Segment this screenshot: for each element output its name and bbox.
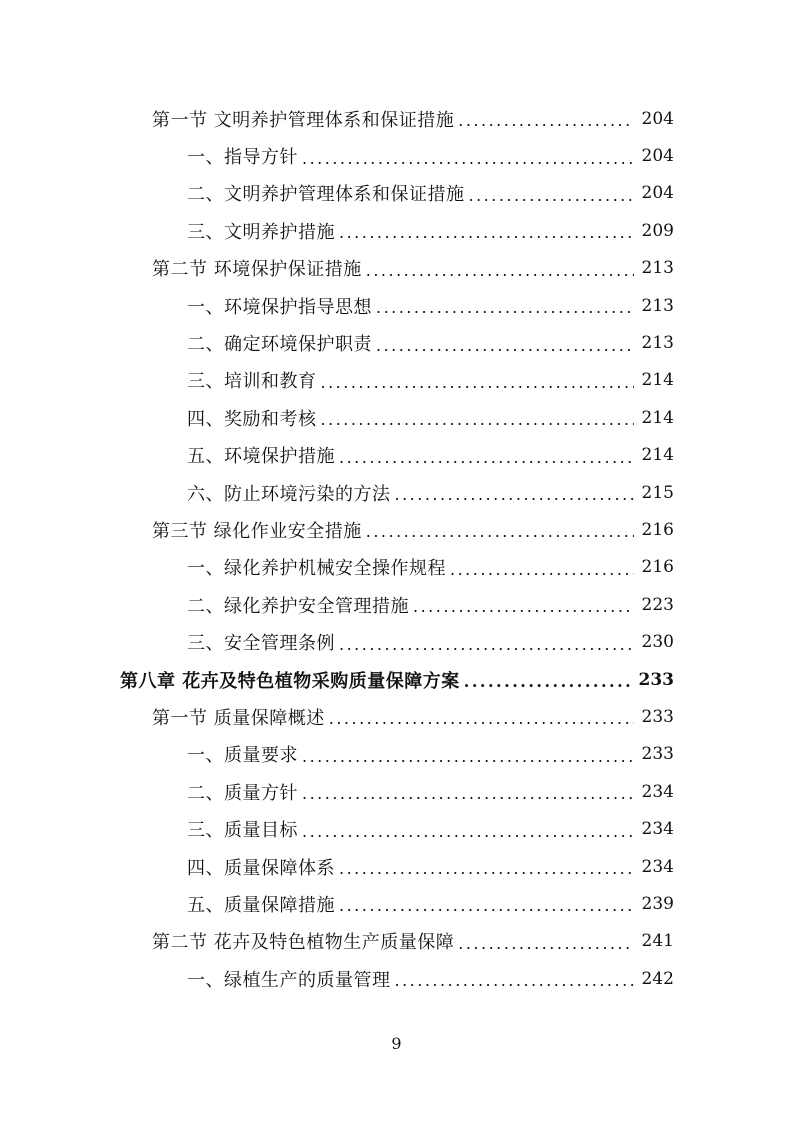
toc-entry-page: 233 [641,744,674,765]
toc-entry-page: 242 [641,968,674,989]
toc-entry-title: 六、防止环境污染的方法 [187,483,391,505]
toc-leader-dots [339,896,634,915]
toc-entry-page: 223 [641,594,674,615]
toc-entry[interactable] [0,623,674,660]
toc-entry-title: 二、绿化养护安全管理措施 [187,595,409,617]
toc-entry-title: 二、文明养护管理体系和保证措施 [187,184,465,206]
toc-entry[interactable] [0,362,674,399]
toc-entry[interactable] [0,137,674,174]
toc-entry-title: 四、质量保障体系 [187,857,335,879]
toc-entry-page: 233 [638,669,674,690]
toc-leader-dots [395,971,635,990]
toc-entry-title: 五、环境保护措施 [187,446,335,468]
toc-entry[interactable] [0,960,674,997]
toc-entry[interactable] [0,885,674,922]
toc-entry[interactable] [0,736,674,773]
toc-entry[interactable] [0,212,674,249]
toc-entry-page: 209 [641,220,674,241]
toc-entry-title: 三、质量目标 [187,820,298,842]
toc-entry-title: 第八章 花卉及特色植物采购质量保障方案 [120,670,460,692]
toc-entry-page: 233 [641,706,674,727]
toc-entry[interactable] [0,437,674,474]
toc-entry-page: 216 [641,519,674,540]
toc-entry-title: 一、绿化养护机械安全操作规程 [187,558,446,580]
toc-entry[interactable] [0,848,674,885]
toc-leader-dots [395,485,635,504]
toc-leader-dots [339,635,634,654]
toc-entry[interactable] [0,250,674,287]
toc-chapter-entry[interactable] [0,661,674,698]
toc-entry-title: 第二节 环境保护保证措施 [152,259,362,281]
toc-leader-dots [458,934,634,953]
toc-leader-dots [376,298,634,317]
toc-entry-title: 四、奖励和考核 [187,408,317,430]
toc-entry-page: 216 [641,557,674,578]
toc-leader-dots [458,111,634,130]
toc-entry-title: 一、质量要求 [187,745,298,767]
toc-entry-title: 三、文明养护措施 [187,221,335,243]
toc-entry-title: 二、确定环境保护职责 [187,334,372,356]
toc-entry-page: 241 [641,931,674,952]
toc-entry-page: 239 [641,893,674,914]
toc-entry[interactable] [0,810,674,847]
toc-entry[interactable] [0,586,674,623]
toc-leader-dots [302,784,634,803]
toc-entry-page: 204 [641,108,674,129]
toc-entry-page: 234 [641,856,674,877]
toc-leader-dots [329,709,634,728]
toc-leader-dots [366,261,634,280]
toc-entry[interactable] [0,698,674,735]
toc-entry-title: 五、质量保障措施 [187,894,335,916]
toc-entry-page: 214 [641,407,674,428]
toc-entry-page: 204 [641,146,674,167]
toc-entry[interactable] [0,773,674,810]
toc-leader-dots [413,597,634,616]
toc-entry-page: 234 [641,819,674,840]
toc-entry-page: 213 [641,258,674,279]
toc-entry[interactable] [0,175,674,212]
toc-entry-title: 一、绿植生产的质量管理 [187,969,391,991]
toc-entry-page: 230 [641,632,674,653]
toc-leader-dots [464,672,633,691]
toc-entry[interactable] [0,923,674,960]
toc-entry-title: 一、指导方针 [187,147,298,169]
toc-entry-page: 234 [641,781,674,802]
toc-entry[interactable] [0,549,674,586]
toc-leader-dots [469,186,635,205]
toc-leader-dots [339,859,634,878]
toc-leader-dots [302,149,634,168]
toc-leader-dots [339,448,634,467]
toc-entry-page: 213 [641,295,674,316]
toc-entry-page: 214 [641,445,674,466]
toc-entry-title: 一、环境保护指导思想 [187,296,372,318]
toc-entry[interactable] [0,324,674,361]
toc-leader-dots [339,223,634,242]
toc-entry-page: 215 [641,482,674,503]
page-number: 9 [391,1034,402,1053]
toc-entry-title: 三、安全管理条例 [187,633,335,655]
toc-leader-dots [321,373,635,392]
toc-leader-dots [321,410,635,429]
toc-entry[interactable] [0,511,674,548]
toc-leader-dots [302,822,634,841]
toc-entry[interactable] [0,287,674,324]
toc-entry-title: 第三节 绿化作业安全措施 [152,520,362,542]
toc-entry-title: 第一节 质量保障概述 [152,707,325,729]
toc-leader-dots [366,522,634,541]
toc-entry[interactable] [0,474,674,511]
table-of-contents [0,100,793,997]
toc-entry[interactable] [0,399,674,436]
toc-leader-dots [450,560,634,579]
toc-entry-title: 二、质量方针 [187,782,298,804]
toc-entry-title: 三、培训和教育 [187,371,317,393]
toc-entry-page: 214 [641,370,674,391]
toc-leader-dots [376,336,634,355]
toc-entry-page: 213 [641,333,674,354]
toc-entry[interactable] [0,100,674,137]
toc-entry-title: 第二节 花卉及特色植物生产质量保障 [152,932,455,954]
toc-leader-dots [302,747,634,766]
toc-entry-title: 第一节 文明养护管理体系和保证措施 [152,109,455,131]
toc-entry-page: 204 [641,183,674,204]
